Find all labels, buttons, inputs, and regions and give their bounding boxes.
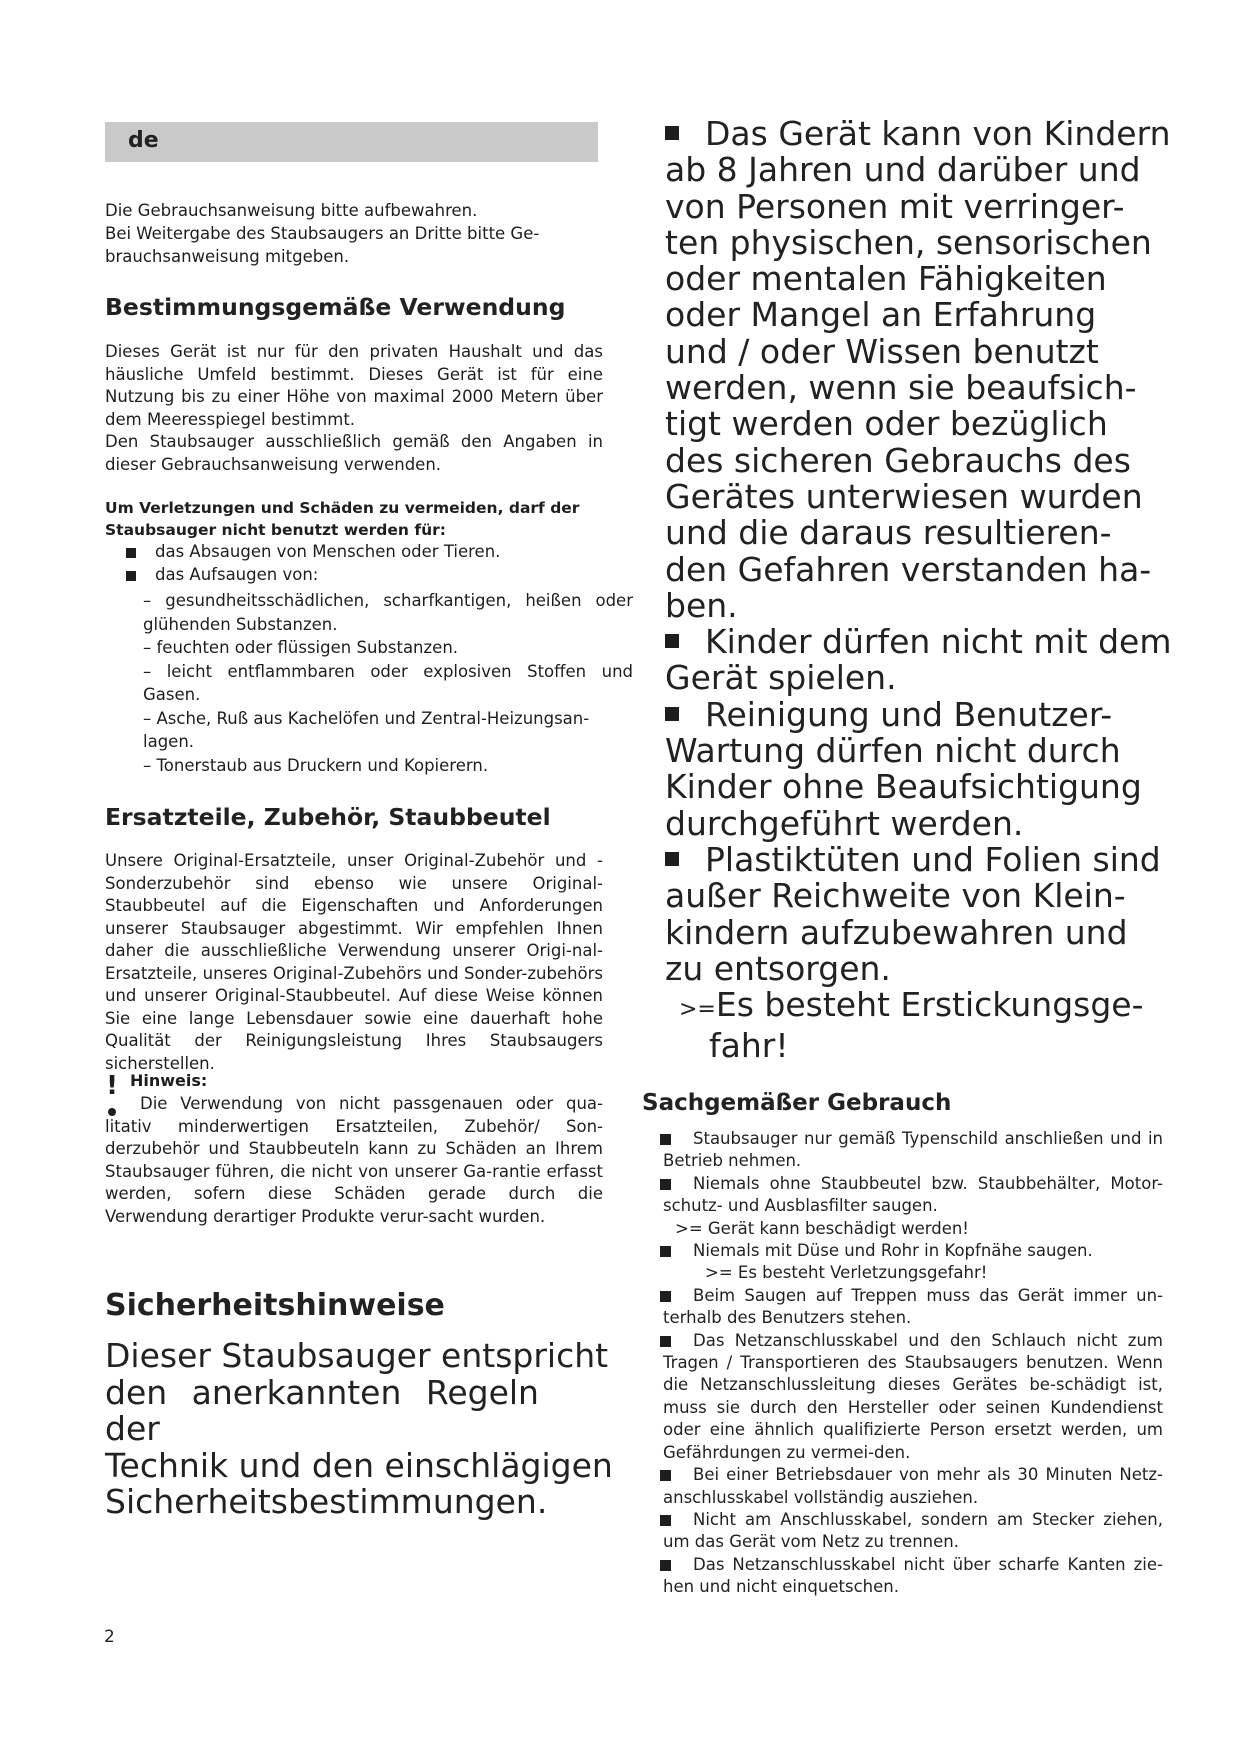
list-item-text: Bei einer Betriebsdauer von mehr als 30 Minuten Netz-anschlusskabel vollständig ausziehen. xyxy=(663,1465,1163,1507)
bullet-square-icon xyxy=(660,1336,671,1347)
list-item-text: Niemals ohne Staubbeutel bzw. Staubbehälter, Motor-schutz- und Ausblasfilter saugen. xyxy=(663,1173,1163,1216)
safety-item-children xyxy=(665,116,1241,624)
sicherheit-statement xyxy=(105,1338,615,1521)
line: des sicheren Gebrauchs des xyxy=(665,440,1131,480)
sachgemaess-list xyxy=(663,1128,1163,1599)
heading-sachgemaess: Sachgemäßer Gebrauch xyxy=(642,1090,952,1116)
bullet-square-icon xyxy=(660,1291,671,1302)
line: Plastiktüten und Folien sind xyxy=(705,839,1161,879)
sub-list-item: – feuchten oder flüssigen Substanzen. xyxy=(143,638,459,657)
line: Kinder ohne Beaufsichtigung xyxy=(665,767,1142,807)
page-number: 2 xyxy=(104,1627,115,1647)
sub-list-item: – leicht entflammbaren oder explosiven Stoffen und Gasen. xyxy=(143,661,633,704)
line: tigt werden oder bezüglich xyxy=(665,404,1108,444)
intro-text xyxy=(105,199,605,268)
safety-item-cleaning xyxy=(665,694,1241,843)
language-label: de xyxy=(128,128,159,153)
line: oder mentalen Fähigkeiten xyxy=(665,259,1107,299)
list-item xyxy=(663,1128,1163,1173)
line: Kinder dürfen nicht mit dem xyxy=(705,622,1172,662)
consequence-note: >= Gerät kann beschädigt werden! xyxy=(675,1218,969,1238)
line: Gerät spielen. xyxy=(665,658,897,698)
heading-ersatzteile: Ersatzteile, Zubehör, Staubbeutel xyxy=(105,803,551,831)
safety-item-plastic xyxy=(665,839,1241,988)
ersatzteile-text xyxy=(105,850,603,1075)
warning-list xyxy=(105,541,625,586)
list-item xyxy=(663,1285,1163,1330)
list-item-text: das Aufsaugen von: xyxy=(155,564,319,584)
intro-line: Die Gebrauchsanweisung bitte aufbewahren. xyxy=(105,201,478,220)
list-item-text: Staubsauger nur gemäß Typenschild anschließen und in Betrieb nehmen. xyxy=(663,1129,1163,1171)
heading-bestimmung: Bestimmungsgemäße Verwendung xyxy=(105,293,566,321)
bullet-square-icon xyxy=(126,571,136,581)
line: durchgeführt werden. xyxy=(665,803,1024,843)
list-item xyxy=(105,541,625,564)
bullet-square-icon xyxy=(660,1515,671,1526)
warning-heading: Um Verletzungen und Schäden zu vermeiden, darf der Staubsauger nicht benutzt werden für: xyxy=(105,499,580,539)
ersatzteile-paragraph: Unsere Original-Ersatzteile, unser Original-Zubehör und -Sonderzubehör sind ebenso wie unsere Original-Staubbeutel auf die Eigenschaften und Anforderungen unserer Staubsauger abgestimmt. Wir empfehlen Ihnen daher die ausschließliche Verwendung unserer Origi-nal-Ersatzteile, unseres Original-Zubehörs und Sonder-zubehörs und unserer Original-Staubbeutel. Auf diese Weise können Sie eine lange Lebensdauer sowie eine dauerhaft hohe Qualität der Reinigungsleistung Ihres Staubsaugers sicherstellen. xyxy=(105,851,603,1073)
intro-line: Bei Weitergabe des Staubsaugers an Dritte bitte Ge-brauchsanweisung mitgeben. xyxy=(105,224,540,266)
bullet-square-icon xyxy=(665,852,679,866)
list-item-text: Niemals mit Düse und Rohr in Kopfnähe saugen. xyxy=(693,1241,1093,1261)
list-item xyxy=(663,1173,1163,1218)
list-item xyxy=(663,1240,1163,1262)
bullet-square-icon xyxy=(660,1560,671,1571)
line: Wartung dürfen nicht durch xyxy=(665,731,1121,771)
hinweis-text: Die Verwendung von nicht passgenauen oder qua-litativ minderwertigen Ersatzteilen, Zubehör/ Son-derzubehör und Staubbeuteln kann zu Schäden an Ihrem Staubsauger führen, die nicht von unserer Ga-rantie erfasst werden, sofern diese Schäden gerade durch die Verwendung derartiger Produkte verur-sacht wurden. xyxy=(105,1094,603,1226)
line: von Personen mit verringer- xyxy=(665,186,1125,226)
statement-line: Technik und den einschlägigen xyxy=(105,1445,613,1485)
warning-sub-list xyxy=(105,589,633,777)
list-item xyxy=(663,1509,1163,1554)
line: ten physischen, sensorischen xyxy=(665,222,1152,262)
line: und die daraus resultieren- xyxy=(665,513,1112,553)
line: zu entsorgen. xyxy=(665,948,891,988)
safety-item-play xyxy=(665,624,1241,697)
statement-line: Dieser Staubsauger entspricht xyxy=(105,1336,609,1375)
arrow-icon: >= xyxy=(679,997,716,1023)
list-item-text: Das Netzanschlusskabel nicht über scharfe Kanten zie-hen und nicht einquetschen. xyxy=(663,1554,1163,1597)
language-bar xyxy=(105,122,598,162)
sub-list-item: – Asche, Ruß aus Kachelöfen und Zentral-Heizungsan-lagen. xyxy=(143,708,590,751)
line: fahr! xyxy=(709,1026,789,1065)
bullet-square-icon xyxy=(660,1134,671,1145)
statement-line: Sicherheitsbestimmungen. xyxy=(105,1482,548,1521)
list-item xyxy=(663,1330,1163,1464)
bullet-square-icon xyxy=(665,707,679,721)
suffocation-note xyxy=(665,987,1241,1065)
line: oder Mangel an Erfahrung xyxy=(665,295,1097,335)
list-item-text: Das Netzanschlusskabel und den Schlauch nicht zum Tragen / Transportieren des Staubsaugers benutzen. Wenn die Netzanschlussleitung dieses Gerätes be-schädigt ist, muss sie durch den Hersteller oder seinen Kundendienst oder eine ähnlich qualifizierte Person ersetzt werden, um Gefährdungen zu vermei-den. xyxy=(663,1330,1163,1462)
bestimmung-p1: Dieses Gerät ist nur für den privaten Haushalt und das häusliche Umfeld bestimmt. Dieses Gerät ist für eine Nutzung bis zu einer Höhe von maximal 2000 Metern über dem Meeresspiegel bestimmt. xyxy=(105,342,603,429)
heading-sicherheitshinweise: Sicherheitshinweise xyxy=(105,1288,445,1323)
list-item xyxy=(663,1554,1163,1599)
list-item xyxy=(105,564,625,587)
hinweis-title: Hinweis: xyxy=(130,1071,208,1090)
line: den Gefahren verstanden ha- xyxy=(665,549,1152,589)
bestimmung-text xyxy=(105,341,603,476)
bullet-square-icon xyxy=(660,1179,671,1190)
sub-list-item: – Tonerstaub aus Druckern und Kopierern. xyxy=(143,755,489,775)
line: Reinigung und Benutzer- xyxy=(705,694,1113,734)
bullet-square-icon xyxy=(660,1470,671,1481)
line: Das Gerät kann von Kindern xyxy=(705,116,1171,153)
list-item-text: Beim Saugen auf Treppen muss das Gerät immer un-terhalb des Benutzers stehen. xyxy=(663,1285,1163,1328)
list-item-text: das Absaugen von Menschen oder Tieren. xyxy=(155,542,501,561)
line: ben. xyxy=(665,585,738,625)
line: Es besteht Erstickungsge- xyxy=(715,985,1144,1025)
safety-bullets-large xyxy=(665,116,1241,1065)
sub-list-item: – gesundheitsschädlichen, scharfkantigen, heißen oder glühenden Substanzen. xyxy=(143,591,633,634)
bullet-square-icon xyxy=(665,126,679,140)
list-item xyxy=(663,1464,1163,1509)
bullet-square-icon xyxy=(126,548,136,558)
line: ab 8 Jahren und darüber und xyxy=(665,150,1141,190)
line: und / oder Wissen benutzt xyxy=(665,331,1099,371)
bullet-square-icon xyxy=(660,1246,671,1257)
consequence-note: >= Es besteht Verletzungsgefahr! xyxy=(705,1263,988,1283)
bestimmung-p2: Den Staubsauger ausschließlich gemäß den Angaben in dieser Gebrauchsanweisung verwenden. xyxy=(105,432,603,474)
line: außer Reichweite von Klein- xyxy=(665,876,1126,916)
statement-line: den anerkannten Regeln der xyxy=(105,1372,539,1448)
bullet-square-icon xyxy=(665,634,679,648)
exclamation-icon: ! xyxy=(106,1071,118,1101)
list-item-text: Nicht am Anschlusskabel, sondern am Stecker ziehen, um das Gerät vom Netz zu trennen. xyxy=(663,1509,1163,1552)
line: Gerätes unterwiesen wurden xyxy=(665,476,1143,516)
line: kindern aufzubewahren und xyxy=(665,912,1128,952)
line: werden, wenn sie beaufsich- xyxy=(665,368,1137,408)
